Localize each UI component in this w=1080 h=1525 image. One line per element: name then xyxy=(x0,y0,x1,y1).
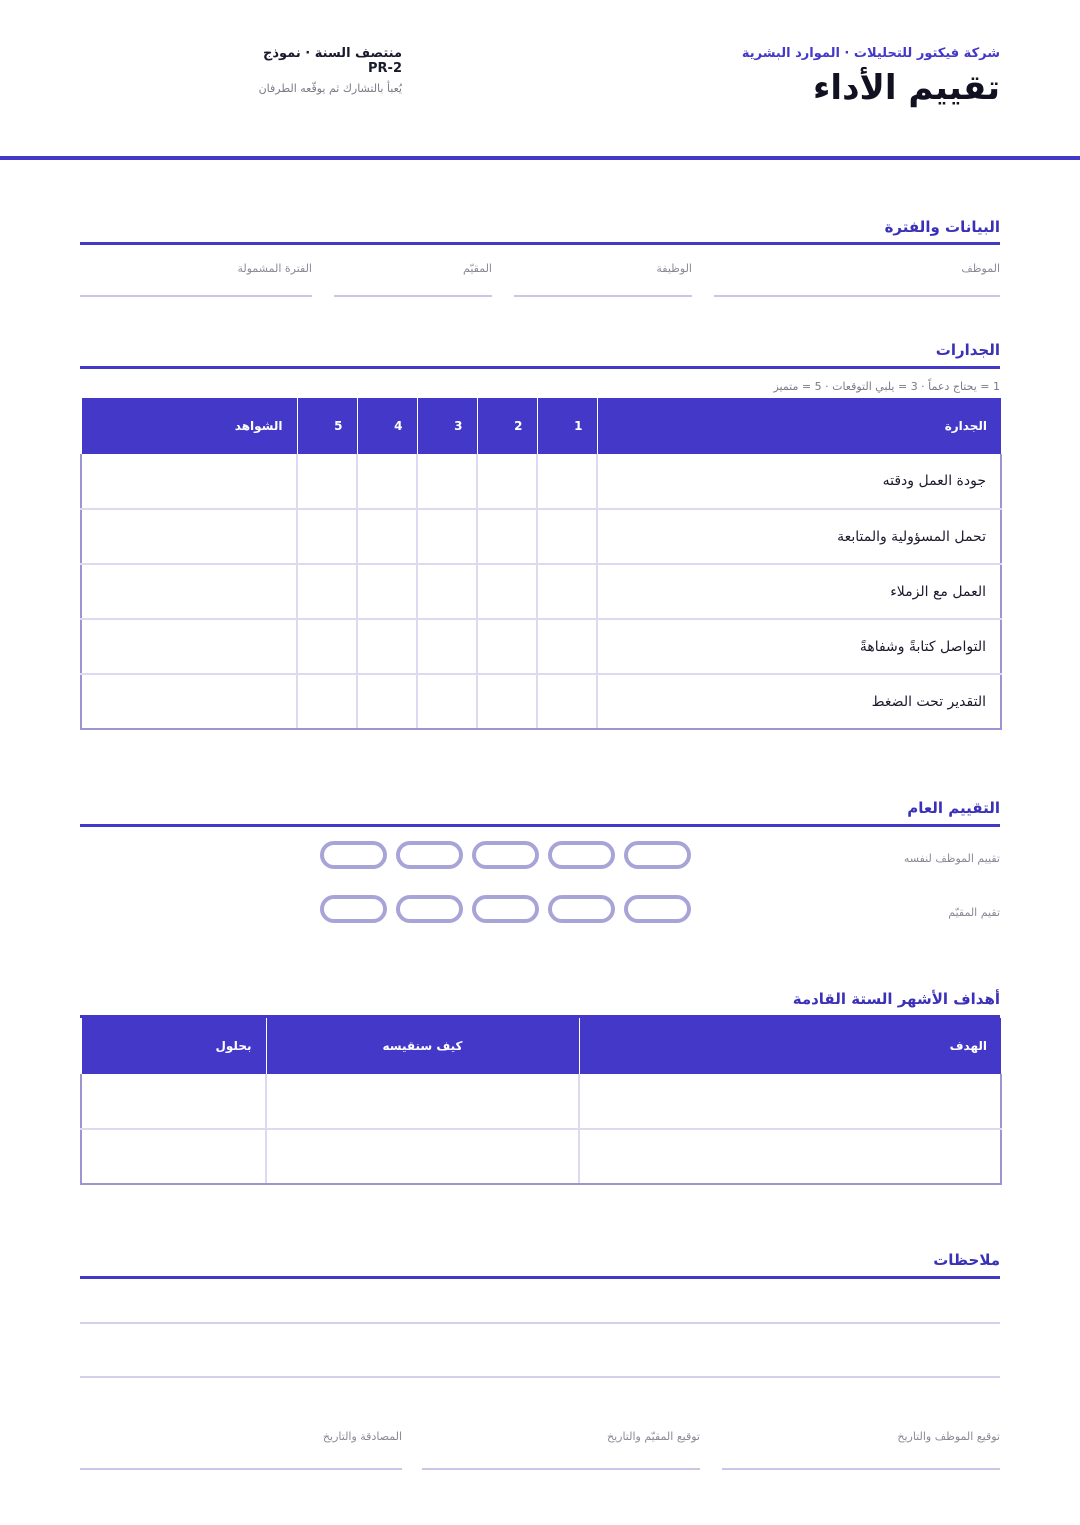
score-cell[interactable] xyxy=(477,674,537,729)
table-row xyxy=(81,1129,1001,1184)
header-score-1: 1 xyxy=(537,398,597,454)
goals-table xyxy=(80,1018,1002,1185)
section-rule-info xyxy=(80,242,1000,245)
job-field[interactable] xyxy=(514,262,692,297)
reviewer-rating-option[interactable] xyxy=(472,895,539,923)
score-cell[interactable] xyxy=(357,564,417,619)
reviewer-rating-option[interactable] xyxy=(396,895,463,923)
self-rating-option[interactable] xyxy=(624,841,691,869)
evidence-cell[interactable] xyxy=(81,674,297,729)
score-cell[interactable] xyxy=(417,674,477,729)
score-cell[interactable] xyxy=(297,509,357,564)
score-cell[interactable] xyxy=(537,509,597,564)
score-cell[interactable] xyxy=(417,564,477,619)
header-score-4: 4 xyxy=(357,398,417,454)
page-header xyxy=(0,0,1080,160)
score-cell[interactable] xyxy=(477,564,537,619)
self-rating-option[interactable] xyxy=(548,841,615,869)
section-title-competencies: الجدارات xyxy=(935,341,1000,359)
reviewer-rating-option[interactable] xyxy=(548,895,615,923)
approval-signature-label: المصادقة والتاريخ xyxy=(322,1430,402,1443)
table-row xyxy=(81,454,1001,509)
score-cell[interactable] xyxy=(417,619,477,674)
self-rating-option[interactable] xyxy=(396,841,463,869)
header-score-3: 3 xyxy=(417,398,477,454)
self-rating-option[interactable] xyxy=(472,841,539,869)
table-row xyxy=(81,564,1001,619)
table-row xyxy=(81,509,1001,564)
due-cell[interactable] xyxy=(81,1074,266,1129)
score-cell[interactable] xyxy=(537,619,597,674)
table-row xyxy=(81,619,1001,674)
employee-field-label: الموظف xyxy=(961,262,1000,275)
job-field-label: الوظيفة xyxy=(656,262,692,275)
reviewer-rating-option[interactable] xyxy=(320,895,387,923)
reviewer-rating-label: تقيم المقيّم xyxy=(948,906,1000,919)
section-rule-competencies xyxy=(80,366,1000,369)
header-score-5: 5 xyxy=(297,398,357,454)
section-title-goals: أهداف الأشهر الستة القادمة xyxy=(792,990,1000,1008)
score-cell[interactable] xyxy=(357,619,417,674)
score-cell[interactable] xyxy=(357,509,417,564)
self-rating-option[interactable] xyxy=(320,841,387,869)
score-cell[interactable] xyxy=(477,454,537,509)
section-title-notes: ملاحظات xyxy=(933,1251,1000,1269)
page-title: تقييم الأداء xyxy=(813,68,1000,108)
competency-name: التواصل كتابةً وشفاهةً xyxy=(597,619,1001,674)
score-cell[interactable] xyxy=(537,564,597,619)
header-competency: الجدارة xyxy=(597,398,1001,454)
score-cell[interactable] xyxy=(537,674,597,729)
score-cell[interactable] xyxy=(297,564,357,619)
evidence-cell[interactable] xyxy=(81,619,297,674)
reviewer-field[interactable] xyxy=(334,262,492,297)
self-rating-label: تقييم الموظف لنفسه xyxy=(903,852,1000,865)
notes-line[interactable] xyxy=(80,1376,1000,1378)
score-cell[interactable] xyxy=(297,674,357,729)
score-cell[interactable] xyxy=(417,454,477,509)
section-title-info: البيانات والفترة xyxy=(884,218,1000,236)
rating-legend: 1 = يحتاج دعماً · 3 = يلبي التوقعات · 5 = متميز xyxy=(773,380,1000,393)
score-cell[interactable] xyxy=(477,619,537,674)
header-evidence: الشواهد xyxy=(81,398,297,454)
company-name: شركة فيكتور للتحليلات · الموارد البشرية xyxy=(741,46,1000,61)
notes-line[interactable] xyxy=(80,1322,1000,1324)
header-score-2: 2 xyxy=(477,398,537,454)
approval-signature-field[interactable] xyxy=(80,1430,402,1470)
reviewer-signature-label: توقيع المقيّم والتاريخ xyxy=(606,1430,700,1443)
score-cell[interactable] xyxy=(357,674,417,729)
measure-cell[interactable] xyxy=(266,1129,579,1184)
goal-cell[interactable] xyxy=(579,1129,1001,1184)
score-cell[interactable] xyxy=(297,454,357,509)
table-row xyxy=(81,674,1001,729)
header-due: بحلول xyxy=(81,1018,266,1074)
competency-name: التقدير تحت الضغط xyxy=(597,674,1001,729)
competency-name: تحمل المسؤولية والمتابعة xyxy=(597,509,1001,564)
competency-table xyxy=(80,398,1002,730)
header-goal: الهدف xyxy=(579,1018,1001,1074)
employee-signature-field[interactable] xyxy=(722,1430,1000,1470)
score-cell[interactable] xyxy=(417,509,477,564)
competency-name: جودة العمل ودقته xyxy=(597,454,1001,509)
score-cell[interactable] xyxy=(297,619,357,674)
employee-field[interactable] xyxy=(714,262,1000,297)
reviewer-field-label: المقيّم xyxy=(463,262,492,275)
score-cell[interactable] xyxy=(477,509,537,564)
form-instruction: يُعبأ بالتشارك ثم يوقّعه الطرفان xyxy=(258,82,402,95)
section-rule-overall xyxy=(80,824,1000,827)
score-cell[interactable] xyxy=(357,454,417,509)
evidence-cell[interactable] xyxy=(81,509,297,564)
header-measure: كيف سنقيسه xyxy=(266,1018,579,1074)
competency-name: العمل مع الزملاء xyxy=(597,564,1001,619)
score-cell[interactable] xyxy=(537,454,597,509)
due-cell[interactable] xyxy=(81,1129,266,1184)
reviewer-rating-option[interactable] xyxy=(624,895,691,923)
reviewer-signature-field[interactable] xyxy=(422,1430,700,1470)
section-title-overall: التقييم العام xyxy=(907,799,1000,817)
evidence-cell[interactable] xyxy=(81,564,297,619)
measure-cell[interactable] xyxy=(266,1074,579,1129)
employee-signature-label: توقيع الموظف والتاريخ xyxy=(897,1430,1000,1443)
section-rule-notes xyxy=(80,1276,1000,1279)
table-row xyxy=(81,1074,1001,1129)
period-field-label: الفترة المشمولة xyxy=(237,262,312,275)
form-meta: منتصف السنة · نموذج PR-2 xyxy=(262,46,402,76)
evidence-cell[interactable] xyxy=(81,454,297,509)
goal-cell[interactable] xyxy=(579,1074,1001,1129)
period-field[interactable] xyxy=(80,262,312,297)
